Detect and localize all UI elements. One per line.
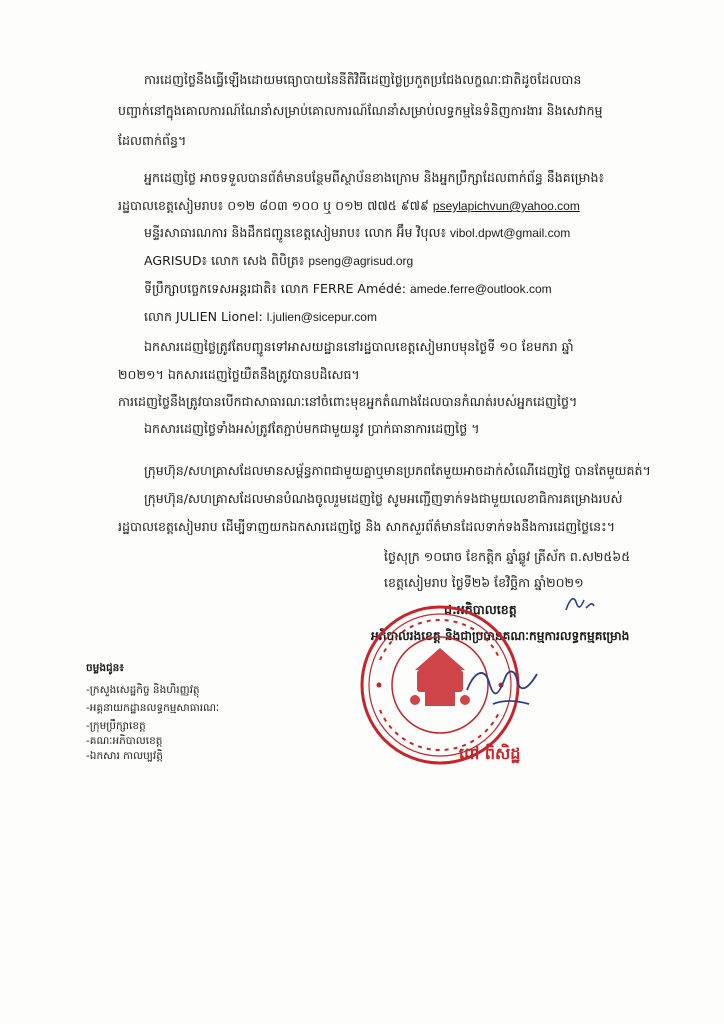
contact-dpwt-email[interactable]: vibol.dpwt@gmail.com bbox=[450, 226, 571, 240]
submission-line4: ឯកសារដេញថ្លៃទាំងអស់ត្រូវតែភ្ជាប់មកជាមួយនូវ ប្រាក់ធានាការដេញថ្លៃ ។ bbox=[144, 421, 480, 436]
signature-scribble-icon bbox=[463, 660, 543, 710]
contact-agrisud-label: AGRISUD៖ លោក សេង ពិបិត្រ៖ bbox=[144, 253, 309, 268]
date-solar: ខេត្តសៀមរាប ថ្ងៃទី២៦ ខែវិច្ឆិកា ឆ្នាំ២០២១ bbox=[384, 575, 584, 590]
contact-julien bbox=[144, 308, 377, 326]
signature-title: អភិបាលរងខេត្ត និងជាប្រធានគណៈកម្មការលទ្ធកម្មគម្រោង bbox=[371, 629, 630, 643]
contacts-intro: អ្នកដេញថ្លៃ អាចទទួលបានព័ត៌មានបន្ថែមពីស្ថាប័នខាងក្រោម និងអ្នកប្រឹក្សាដែលពាក់ព័ន្ធ នឹងគម្រោង៖ bbox=[144, 170, 605, 185]
date-lunar: ថ្ងៃសុក្រ ១០រោច ខែកត្តិក ឆ្នាំឆ្លូវ ត្រីស័ក ព.ស២៥៦៥ bbox=[384, 549, 631, 564]
recipient-item: -អគ្គនាយកដ្ឋានលទ្ធកម្មសាធារណៈ bbox=[86, 702, 220, 714]
contact-agrisud bbox=[144, 252, 413, 270]
signature-on-behalf: ជ.អភិបាលខេត្ត bbox=[444, 602, 517, 617]
contact-dpwt bbox=[144, 224, 570, 242]
contact-intl-email[interactable]: amede.ferre@outlook.com bbox=[410, 282, 552, 296]
recipient-item: -ក្រសួងសេដ្ឋកិច្ច និងហិរញ្ញវត្ថុ bbox=[86, 684, 200, 696]
submission-line3: ការដេញថ្លៃនឹងត្រូវបានបើកជាសាធារណៈនៅចំពោះមុខអ្នកតំណាងដែលបានកំណត់របស់អ្នកដេញថ្លៃ។ bbox=[118, 394, 578, 409]
contact-province-label: រដ្ឋបាលខេត្តសៀមរាប៖ ០១២ ៨០៣ ១០០ ឬ ០១២ ៧៧៥ ៩៧៩ bbox=[118, 198, 433, 213]
initials-signature-icon bbox=[560, 592, 600, 616]
paragraph1-line2: បញ្ជាក់នៅក្នុងគោលការណ៍ណែនាំសម្រាប់គោលការណ៍ណែនាំសម្រាប់លទ្ធកម្មនៃទំនិញការងារ និងសេវាកម្ម bbox=[118, 103, 603, 118]
contact-dpwt-label: មន្ទីរសាធារណការ និងដឹកជញ្ជូនខេត្តសៀមរាប៖ លោក អ៊ឹម វិបុល៖ bbox=[144, 225, 451, 240]
submission-line2: ២០២១។ ឯកសារដេញថ្លៃយឺតនឹងត្រូវបានបដិសេធ។ bbox=[118, 367, 360, 382]
contact-intl bbox=[144, 280, 552, 298]
paragraph1-line3: ដែលពាក់ព័ន្ធ។ bbox=[118, 133, 187, 148]
contact-province-email[interactable]: pseylapichvun@yahoo.com bbox=[432, 199, 580, 213]
contact-julien-label: លោក JULIEN Lionel: bbox=[144, 309, 267, 324]
contact-province bbox=[118, 197, 580, 215]
contact-julien-email[interactable]: l.julien@sicepur.com bbox=[266, 310, 377, 324]
paragraph1-line1: ការដេញថ្លៃនឹងធ្វើឡើងដោយមធ្យោបាយនៃនីតិវិធីដេញថ្លៃប្រកួតប្រជែងលក្ខណៈជាតិដូចដែលបាន bbox=[144, 72, 582, 87]
companies-line1: ក្រុមហ៊ុន/សហគ្រាសដែលមានសម្ព័ន្ធភាពជាមួយគ្នាឬមានប្រភពតែមួយអាចដាក់សំណើដេញថ្លៃ បានតែមួយគត់។ bbox=[144, 463, 651, 478]
signatory-name: ពៅ ពិសិដ្ឋ bbox=[459, 744, 521, 763]
recipients-heading: ចម្លងជូន៖ bbox=[86, 662, 124, 674]
contact-intl-label: ទីប្រឹក្សាបច្ចេកទេសអន្តរជាតិ៖ លោក FERRE Amédé: bbox=[144, 281, 411, 296]
submission-line1: ឯកសារដេញថ្លៃត្រូវតែបញ្ជូនទៅអាសយដ្ឋាននៅរដ្ឋបាលខេត្តសៀមរាបមុនថ្ងៃទី ១០ ខែមករា ឆ្នាំ bbox=[144, 339, 574, 354]
companies-line3: រដ្ឋបាលខេត្តសៀមរាប ដើម្បីទាញយកឯកសារដេញថ្លៃ និង សាកសួរព័ត៌មានដែលទាក់ទងនឹងការដេញថ្លៃនេះ។ bbox=[118, 519, 616, 534]
recipient-item: -គណៈអភិបាលខេត្ត bbox=[86, 735, 163, 747]
recipient-item: -ឯកសារ កាលប្បវត្តិ bbox=[86, 750, 163, 762]
contact-agrisud-email[interactable]: pseng@agrisud.org bbox=[308, 254, 414, 268]
recipient-item: -ក្រុមប្រឹក្សាខេត្ត bbox=[86, 720, 146, 732]
companies-line2: ក្រុមហ៊ុន/សហគ្រាសដែលមានបំណងចូលរួមដេញថ្លៃ សូមអញ្ជើញទាក់ទងជាមួយលេខាធិការគម្រោងរបស់ bbox=[144, 491, 623, 506]
